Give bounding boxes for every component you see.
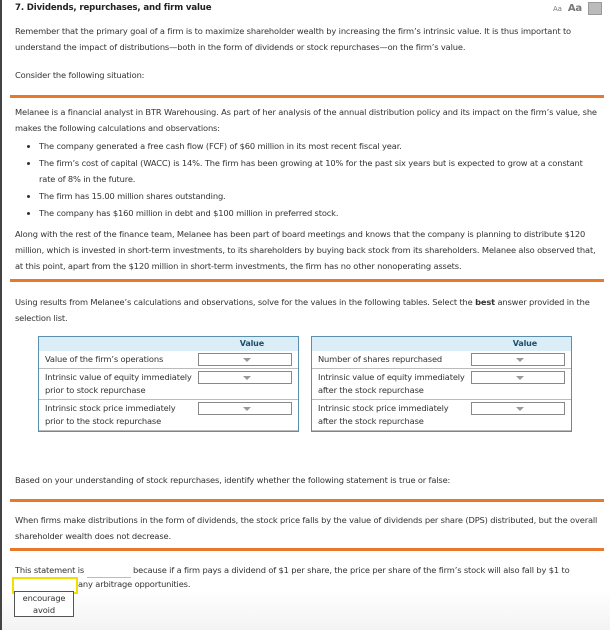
table-row: [39, 351, 298, 369]
left-border: [0, 0, 2, 630]
value-dropdown[interactable]: [471, 371, 565, 384]
small-font-button[interactable]: Aa: [553, 4, 562, 13]
row-label: Number of shares repurchased: [318, 354, 443, 364]
value-dropdown[interactable]: [471, 402, 565, 415]
toolbar: [553, 2, 602, 15]
value-dropdown[interactable]: [198, 402, 292, 415]
instructions: [15, 294, 600, 326]
divider: [10, 548, 604, 551]
row-label: Intrinsic stock price immediately after the stock repurchase: [318, 403, 449, 426]
value-dropdown[interactable]: [471, 353, 565, 366]
row-label: Intrinsic stock price immediately prior to the stock repurchase: [45, 403, 176, 426]
option-encourage[interactable]: encourage: [22, 593, 66, 603]
table-row: [39, 400, 298, 431]
row-label: Intrinsic value of equity immediately after the stock repurchase: [318, 372, 465, 395]
dropdown-options: [14, 591, 74, 617]
table-row: [312, 351, 571, 369]
print-icon[interactable]: [588, 2, 602, 15]
based-text: Based on your understanding of stock repurchases, identify whether the following statement is true or false:: [15, 475, 451, 485]
answer-text: This statement is: [15, 565, 85, 575]
table-row: [312, 369, 571, 400]
option-avoid[interactable]: avoid: [33, 605, 55, 615]
list-item: • The firm’s cost of capital (WACC) is 14%. The firm has been growing at 10% for the past six years but is expected to grow at a constant rate of 8% in the future.: [39, 155, 599, 187]
column-header: Value: [39, 337, 298, 351]
divider: [10, 279, 604, 282]
intro-text: Remember that the primary goal of a firm is to maximize shareholder wealth by increasing the firm’s intrinsic value. It is thus important to understand the impact of distributions—both in the form of dividends or stock repurchases—on the firm’s value.: [15, 26, 571, 52]
answer-text: because if a firm pays a dividend of $1 per share, the price per share of the firm’s stock will also fall by $1 to: [133, 565, 570, 575]
large-font-button[interactable]: Aa: [567, 3, 582, 14]
question-title: 7. Dividends, repurchases, and firm value: [15, 3, 212, 13]
board-text: Along with the rest of the finance team, Melanee has been part of board meetings and knows that the company is planning to distribute $120 million, which is invested in short-term investments, to its shareholders by buying back stock from its shareholders. Melanee also observed that, at this point, apart from the $120 million in short-term investments, the firm has no other nonoperating assets.: [15, 229, 596, 271]
table-row: [39, 369, 298, 400]
column-header: Value: [312, 337, 571, 351]
divider: [10, 499, 604, 502]
list-item: • The company has $160 million in debt and $100 million in preferred stock.: [39, 205, 599, 221]
instr-bold: best: [475, 297, 495, 307]
consider-text: Consider the following situation:: [15, 70, 145, 80]
list-item: • The firm has 15.00 million shares outstanding.: [39, 188, 599, 204]
scenario-text: Melanee is a financial analyst in BTR Warehousing. As part of her analysis of the annual distribution policy and its impact on the firm’s value, she makes the following calculations and observations:: [15, 107, 597, 133]
divider: [10, 95, 604, 98]
value-dropdown[interactable]: [198, 353, 292, 366]
list-item: • The company generated a free cash flow (FCF) of $60 million in its most recent fiscal year.: [39, 138, 599, 154]
statement-text: When firms make distributions in the form of dividends, the stock price falls by the value of dividends per share (DPS) distributed, but the overall shareholder wealth does not decrease.: [15, 515, 598, 541]
footer-shade: [2, 590, 610, 630]
value-table-before: [38, 336, 299, 432]
row-label: Intrinsic value of equity immediately prior to stock repurchase: [45, 372, 192, 395]
row-label: Value of the firm’s operations: [45, 354, 164, 364]
observations-list: [15, 138, 599, 221]
value-table-after: [311, 336, 572, 432]
value-dropdown[interactable]: [198, 371, 292, 384]
instr-text: Using results from Melanee’s calculations and observations, solve for the values in the following tables. Select the: [15, 297, 476, 307]
answer-text: any arbitrage opportunities.: [78, 579, 191, 589]
instr-text: answer provided in the selection list.: [15, 297, 590, 323]
table-row: [312, 400, 571, 431]
